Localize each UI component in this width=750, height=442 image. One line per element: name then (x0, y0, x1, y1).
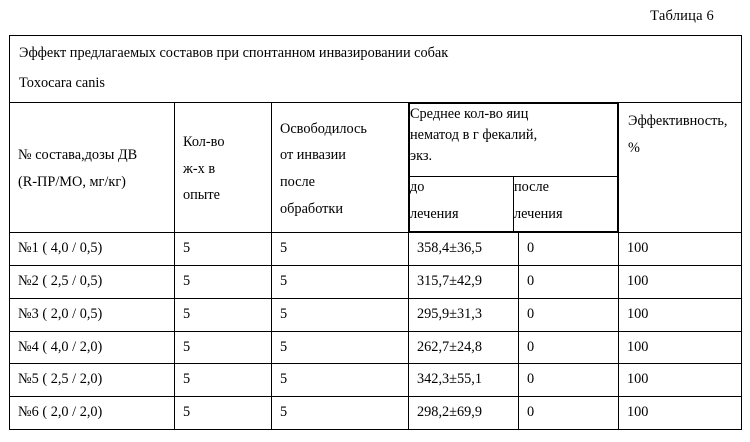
cell-before: 342,3±55,1 (409, 364, 519, 397)
cell-animals: 5 (175, 266, 272, 299)
header-before-line-1: до (410, 179, 425, 196)
cell-freed: 5 (272, 266, 409, 299)
header-egg-count-line-3: экз. (410, 147, 433, 164)
table-title-line-1: Эффект предлагаемых составов при спонтанном инвазировании собак (19, 45, 449, 61)
header-egg-count-subtable (409, 103, 618, 232)
header-freed-line-3: после (280, 173, 315, 190)
header-formulation-line-2: (R-ПР/МО, мг/кг) (18, 173, 126, 190)
cell-before: 315,7±42,9 (409, 266, 519, 299)
cell-before: 262,7±24,8 (409, 331, 519, 364)
header-freed-line-1: Освободилось (280, 120, 367, 137)
cell-animals: 5 (175, 397, 272, 430)
header-egg-count-group (409, 103, 619, 233)
table-row (10, 266, 742, 299)
table-caption: Таблица 6 (650, 8, 714, 24)
cell-animals: 5 (175, 364, 272, 397)
cell-before: 358,4±36,5 (409, 233, 519, 266)
header-animals-count (175, 103, 272, 233)
cell-efficiency: 100 (619, 298, 742, 331)
cell-after: 0 (519, 364, 619, 397)
table-header-row (10, 103, 742, 233)
cell-formulation: №2 ( 2,5 / 0,5) (10, 266, 175, 299)
cell-efficiency: 100 (619, 266, 742, 299)
header-before-treatment (410, 177, 514, 232)
table-title-cell (10, 36, 742, 103)
header-egg-count-title-row (410, 104, 618, 177)
cell-animals: 5 (175, 331, 272, 364)
table-row (10, 233, 742, 266)
cell-formulation: №4 ( 4,0 / 2,0) (10, 331, 175, 364)
cell-efficiency: 100 (619, 233, 742, 266)
cell-formulation: №6 ( 2,0 / 2,0) (10, 397, 175, 430)
cell-after: 0 (519, 266, 619, 299)
header-after-line-1: после (514, 179, 549, 196)
header-formulation (10, 103, 175, 233)
header-egg-count-line-2: нематод в г фекалий, (410, 127, 538, 144)
header-egg-count-sub-row (410, 177, 618, 232)
table-row (10, 298, 742, 331)
cell-efficiency: 100 (619, 331, 742, 364)
header-before-line-2: лечения (410, 206, 459, 223)
table-row (10, 364, 742, 397)
header-freed-from-invasion (272, 103, 409, 233)
cell-freed: 5 (272, 298, 409, 331)
header-freed-line-4: обработки (280, 200, 343, 217)
cell-after: 0 (519, 233, 619, 266)
table-row (10, 331, 742, 364)
header-egg-count-line-1: Среднее кол-во яиц (410, 106, 529, 123)
header-after-line-2: лечения (514, 206, 563, 223)
cell-freed: 5 (272, 331, 409, 364)
cell-animals: 5 (175, 233, 272, 266)
header-efficiency-line-2: % (628, 140, 640, 157)
table-row (10, 397, 742, 430)
cell-efficiency: 100 (619, 397, 742, 430)
cell-freed: 5 (272, 233, 409, 266)
cell-formulation: №5 ( 2,5 / 2,0) (10, 364, 175, 397)
table-title-row (10, 36, 742, 103)
header-efficiency (619, 103, 742, 233)
cell-efficiency: 100 (619, 364, 742, 397)
cell-animals: 5 (175, 298, 272, 331)
cell-formulation: №3 ( 2,0 / 0,5) (10, 298, 175, 331)
results-table (9, 35, 742, 430)
header-efficiency-line-1: Эффективность, (628, 113, 728, 130)
cell-freed: 5 (272, 364, 409, 397)
cell-freed: 5 (272, 397, 409, 430)
cell-before: 298,2±69,9 (409, 397, 519, 430)
header-egg-count-title (410, 104, 618, 177)
header-formulation-line-1: № состава,дозы ДВ (18, 147, 138, 164)
header-animals-line-1: Кол-во (183, 133, 225, 150)
header-animals-line-3: опыте (183, 187, 220, 204)
header-after-treatment (514, 177, 618, 232)
table-title-line-2: Toxocara canis (19, 74, 105, 91)
cell-after: 0 (519, 397, 619, 430)
cell-after: 0 (519, 298, 619, 331)
cell-after: 0 (519, 331, 619, 364)
header-animals-line-2: ж-х в (183, 160, 216, 177)
cell-formulation: №1 ( 4,0 / 0,5) (10, 233, 175, 266)
cell-before: 295,9±31,3 (409, 298, 519, 331)
header-freed-line-2: от инвазии (280, 147, 346, 164)
